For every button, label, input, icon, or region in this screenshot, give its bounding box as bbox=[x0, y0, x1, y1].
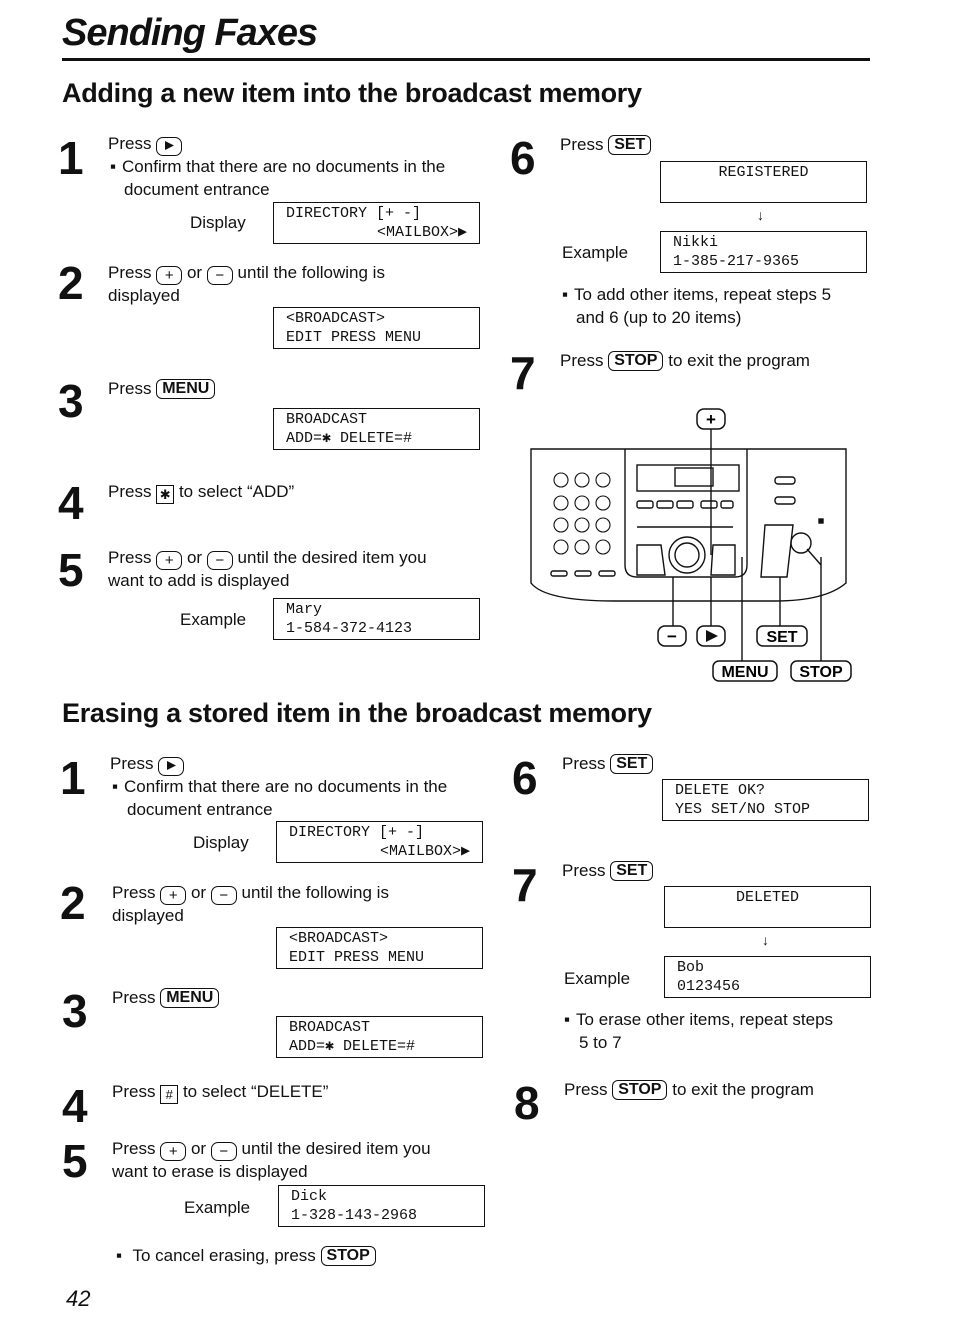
star-key-icon: ✱ bbox=[156, 485, 174, 504]
press-label: Press bbox=[108, 134, 152, 153]
add-step-4-number: 4 bbox=[58, 477, 84, 529]
add-step-1-confirm-2: document entrance bbox=[124, 180, 270, 199]
stop-key: STOP bbox=[321, 1246, 376, 1266]
add-step-3-text: Press MENU bbox=[108, 377, 215, 400]
minus-key-icon: − bbox=[211, 1142, 237, 1161]
arrow-down-icon: ↓ bbox=[757, 207, 764, 223]
add-step-7-number: 7 bbox=[510, 347, 536, 399]
plus-key-icon: + bbox=[156, 266, 182, 285]
erase-step-6-number: 6 bbox=[512, 752, 538, 804]
erase-step-7-note: ▪ To erase other items, repeat steps bbox=[564, 1008, 833, 1031]
erase-step-1-confirm-2: document entrance bbox=[127, 800, 273, 819]
add-step-3-number: 3 bbox=[58, 375, 84, 427]
menu-key: MENU bbox=[160, 988, 219, 1008]
set-key: SET bbox=[610, 754, 653, 774]
diagram-stop-label: STOP bbox=[799, 664, 843, 681]
erase-step-2-text-2: displayed bbox=[112, 906, 184, 925]
erase-step-3-number: 3 bbox=[62, 985, 88, 1037]
erase-step-2-number: 2 bbox=[60, 877, 86, 929]
erase-step-7-number: 7 bbox=[512, 859, 538, 911]
arrow-down-icon: ↓ bbox=[762, 932, 769, 948]
erase-lcd-example-dick: Dick 1-328-143-2968 bbox=[278, 1185, 485, 1227]
erase-step-4-text: Press # to select “DELETE” bbox=[112, 1082, 329, 1102]
erase-step-1-number: 1 bbox=[60, 752, 86, 804]
erase-cancel-note: ▪ To cancel erasing, press STOP bbox=[116, 1244, 376, 1267]
erase-step-4-number: 4 bbox=[62, 1080, 88, 1132]
minus-key-icon: − bbox=[211, 886, 237, 905]
add-step-1-number: 1 bbox=[58, 132, 84, 184]
add-step-5-number: 5 bbox=[58, 544, 84, 596]
plus-key-icon: + bbox=[160, 1142, 186, 1161]
add-step-7-text: Press STOP to exit the program bbox=[560, 351, 810, 370]
start-key-icon bbox=[156, 137, 182, 156]
menu-key: MENU bbox=[156, 379, 215, 399]
page-number: 42 bbox=[66, 1286, 91, 1311]
minus-key-icon: − bbox=[207, 266, 233, 285]
add-step-2-text-2: displayed bbox=[108, 286, 180, 305]
lcd-line-2: <MAILBOX>▶ bbox=[376, 224, 467, 241]
start-key-icon bbox=[158, 757, 184, 776]
fax-panel-diagram bbox=[525, 405, 860, 690]
set-key: SET bbox=[610, 861, 653, 881]
erase-step-8-number: 8 bbox=[514, 1077, 540, 1129]
erase-step-5-text: Press + or − until the desired item you bbox=[112, 1139, 431, 1160]
title-rule bbox=[62, 58, 870, 61]
add-lcd-example-mary: Mary 1-584-372-4123 bbox=[273, 598, 480, 640]
add-step-2-text: Press + or − until the following is bbox=[108, 263, 385, 284]
erase-step-7-note-2: 5 to 7 bbox=[579, 1033, 622, 1052]
erase-step-5-number: 5 bbox=[62, 1135, 88, 1187]
example-label: Example bbox=[562, 243, 629, 262]
add-step-6-note-2: and 6 (up to 20 items) bbox=[576, 308, 742, 327]
example-label: Example bbox=[564, 969, 631, 988]
diagram-minus-label: − bbox=[667, 627, 677, 646]
lcd-line-1: DIRECTORY [+ -] bbox=[286, 205, 422, 222]
add-step-2-number: 2 bbox=[58, 257, 84, 309]
add-step-6-note: ▪ To add other items, repeat steps 5 bbox=[562, 283, 831, 306]
erase-lcd-broadcast-add: BROADCAST ADD=✱ DELETE=# bbox=[276, 1016, 483, 1058]
erase-step-5-text-2: want to erase is displayed bbox=[112, 1162, 308, 1181]
add-step-6-text: Press SET bbox=[560, 133, 651, 156]
add-step-5-text-2: want to add is displayed bbox=[108, 571, 290, 590]
add-step-5-text: Press + or − until the desired item you bbox=[108, 548, 427, 569]
erase-step-2-text: Press + or − until the following is bbox=[112, 883, 389, 904]
add-lcd-example-nikki: Nikki 1-385-217-9365 bbox=[660, 231, 867, 273]
plus-key-icon: + bbox=[160, 886, 186, 905]
add-step-1-text bbox=[108, 132, 182, 156]
erase-section-title: Erasing a stored item in the broadcast memory bbox=[62, 698, 652, 728]
diagram-plus-label: + bbox=[706, 410, 716, 429]
minus-key-icon: − bbox=[207, 551, 233, 570]
diagram-menu-label: MENU bbox=[721, 664, 769, 681]
add-step-1-confirm: ▪ Confirm that there are no documents in the bbox=[110, 155, 445, 178]
example-label: Example bbox=[180, 610, 247, 629]
add-section-title: Adding a new item into the broadcast memory bbox=[62, 78, 642, 108]
stop-key: STOP bbox=[608, 351, 663, 371]
add-lcd-broadcast-edit: <BROADCAST> EDIT PRESS MENU bbox=[273, 307, 480, 349]
diagram-set-label: SET bbox=[766, 629, 798, 646]
add-lcd-broadcast-add: BROADCAST ADD=✱ DELETE=# bbox=[273, 408, 480, 450]
page-title: Sending Faxes bbox=[62, 12, 318, 54]
erase-step-3-text: Press MENU bbox=[112, 986, 219, 1009]
display-label: Display bbox=[193, 833, 249, 852]
erase-lcd-deleted: DELETED bbox=[664, 886, 871, 928]
erase-lcd-example-bob: Bob 0123456 bbox=[664, 956, 871, 998]
set-key: SET bbox=[608, 135, 651, 155]
erase-step-8-text: Press STOP to exit the program bbox=[564, 1080, 814, 1099]
erase-lcd-broadcast-edit: <BROADCAST> EDIT PRESS MENU bbox=[276, 927, 483, 969]
add-lcd-directory bbox=[273, 202, 480, 244]
erase-step-7-text: Press SET bbox=[562, 859, 653, 882]
add-step-4-text: Press ✱ to select “ADD” bbox=[108, 482, 295, 502]
erase-step-6-text: Press SET bbox=[562, 752, 653, 775]
add-lcd-registered: REGISTERED bbox=[660, 161, 867, 203]
erase-lcd-directory: DIRECTORY [+ -] <MAILBOX>▶ bbox=[276, 821, 483, 863]
display-label: Display bbox=[190, 213, 246, 232]
erase-step-1-confirm: ▪ Confirm that there are no documents in the bbox=[112, 775, 447, 798]
plus-key-icon: + bbox=[156, 551, 182, 570]
add-step-6-number: 6 bbox=[510, 132, 536, 184]
hash-key-icon: # bbox=[160, 1085, 178, 1104]
example-label: Example bbox=[184, 1198, 251, 1217]
erase-step-1-text: Press bbox=[110, 752, 184, 776]
erase-lcd-delete-ok: DELETE OK? YES SET/NO STOP bbox=[662, 779, 869, 821]
stop-key: STOP bbox=[612, 1080, 667, 1100]
